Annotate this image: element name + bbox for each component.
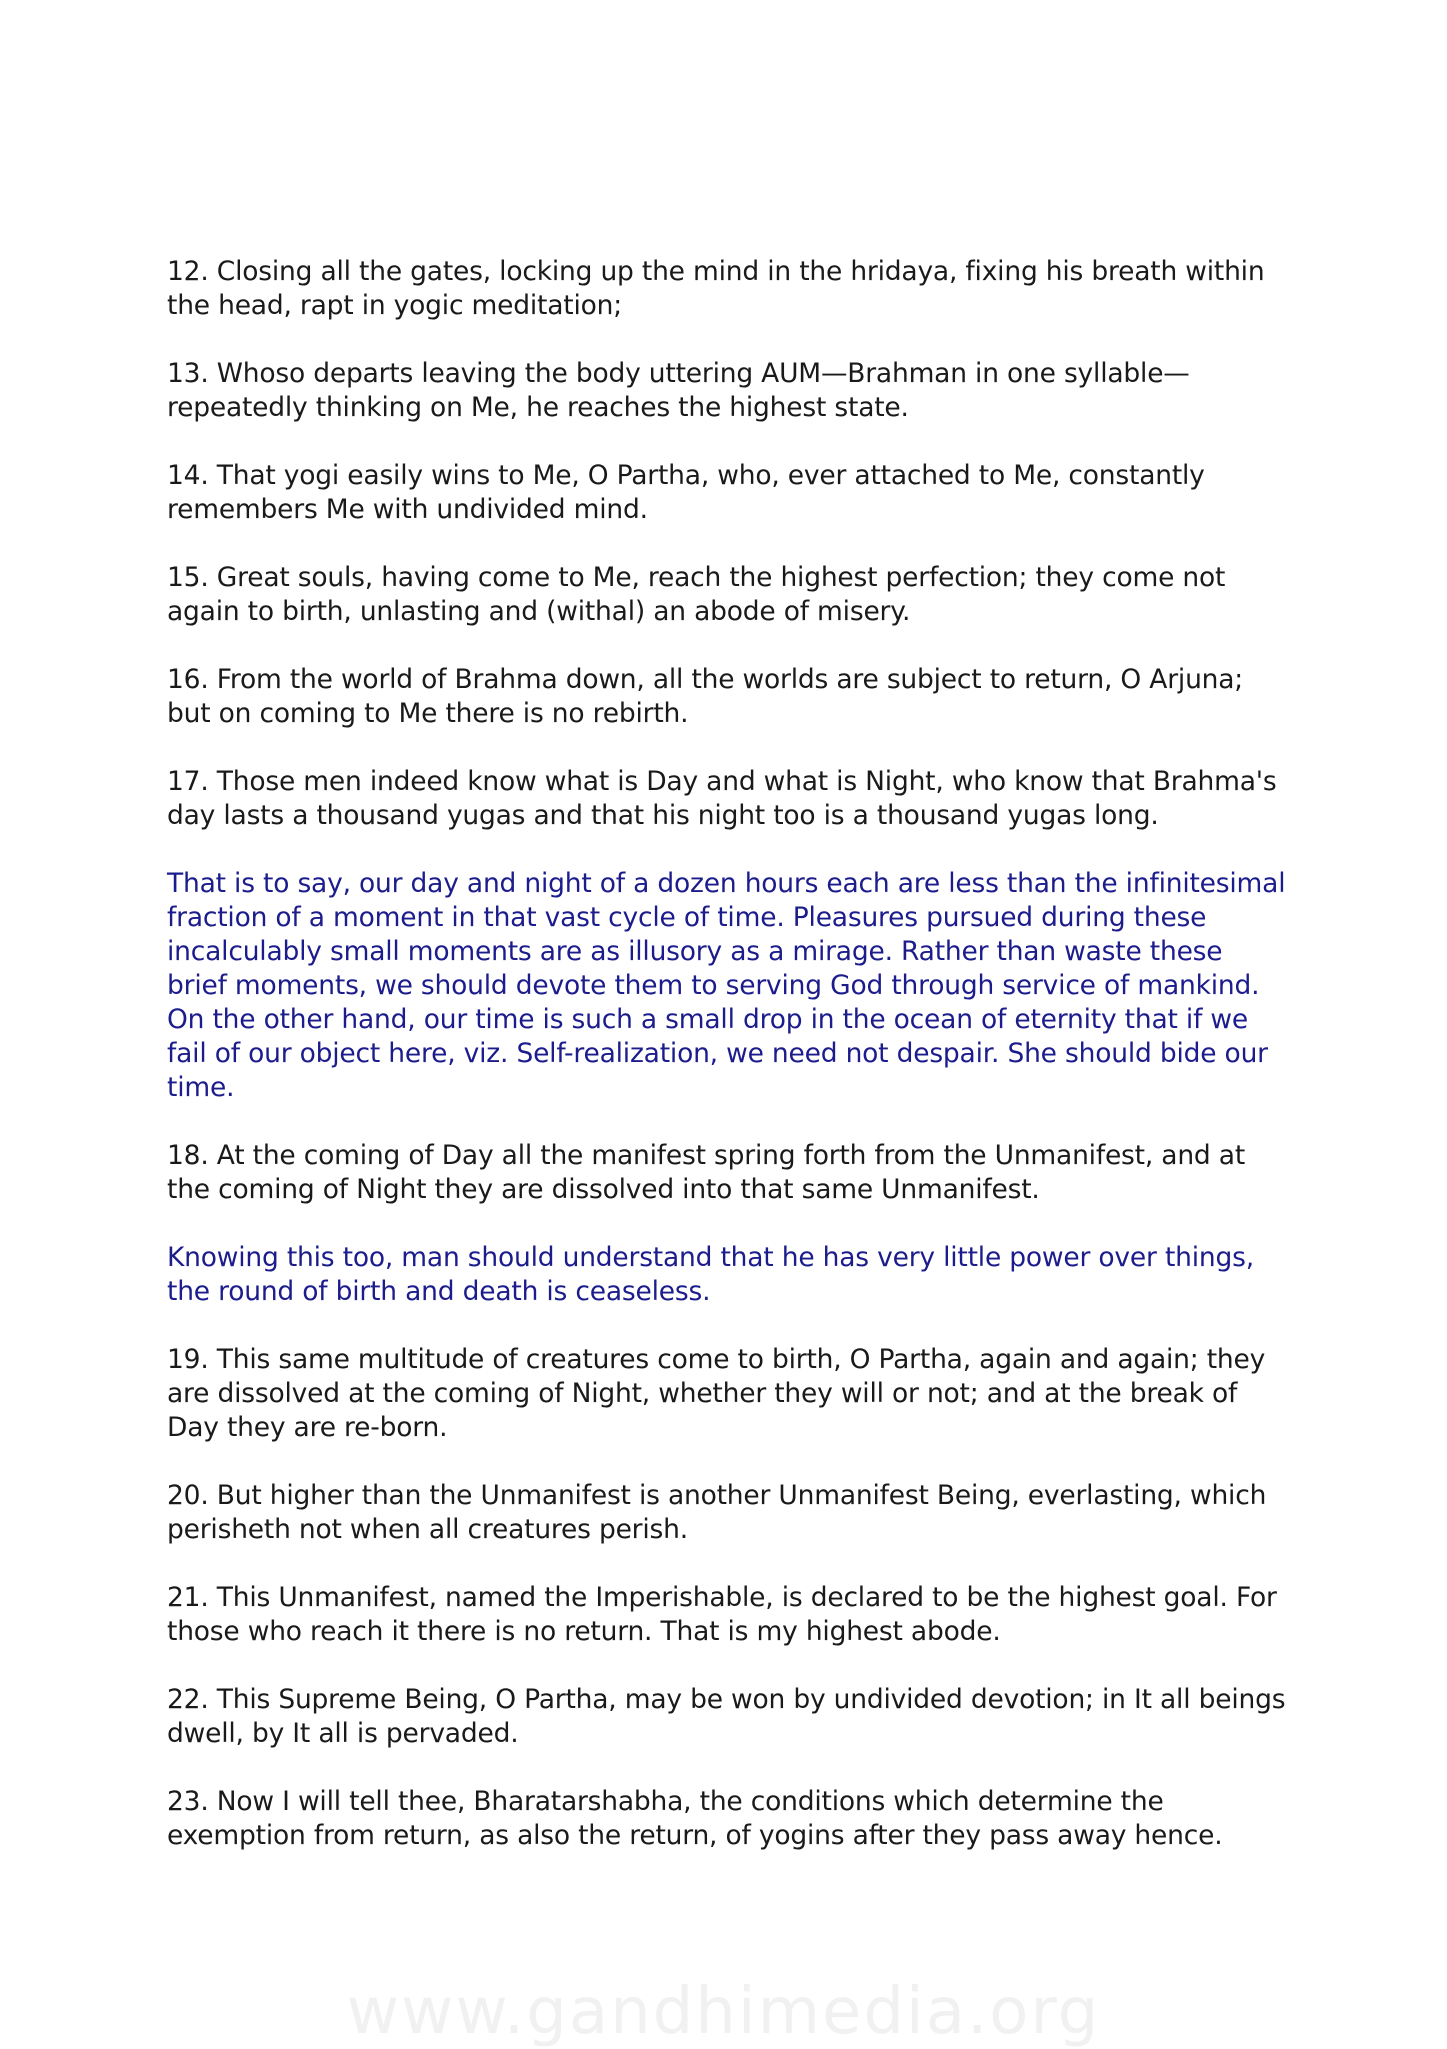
verse-18: 18. At the coming of Day all the manifest spring forth from the Unmanifest, and at the coming of Night they are dissolved into that same Unmanifest.	[167, 1140, 1246, 1205]
verse-19: 19. This same multitude of creatures come to birth, O Partha, again and again; they are dissolved at the coming of Night, whether they will or not; and at the break of Day they are re-born.	[167, 1344, 1266, 1443]
text-body	[167, 255, 1287, 1887]
verse-23: 23. Now I will tell thee, Bharatarshabha, the conditions which determine the exemption from return, as also the return, of yogins after they pass away hence.	[167, 1786, 1223, 1851]
verse-13: 13. Whoso departs leaving the body uttering AUM—Brahman in one syllable—repeatedly thinking on Me, he reaches the highest state.	[167, 358, 1190, 423]
verse-16: 16. From the world of Brahma down, all the worlds are subject to return, O Arjuna; but on coming to Me there is no rebirth.	[167, 664, 1244, 729]
verse-22: 22. This Supreme Being, O Partha, may be won by undivided devotion; in It all beings dwell, by It all is pervaded.	[167, 1684, 1286, 1749]
verse-20: 20. But higher than the Unmanifest is another Unmanifest Being, everlasting, which perisheth not when all creatures perish.	[167, 1480, 1267, 1545]
verse-17: 17. Those men indeed know what is Day and what is Night, who know that Brahma's day lasts a thousand yugas and that his night too is a thousand yugas long.	[167, 766, 1277, 831]
verse-14: 14. That yogi easily wins to Me, O Partha, who, ever attached to Me, constantly remembers Me with undivided mind.	[167, 460, 1205, 525]
verse-15: 15. Great souls, having come to Me, reach the highest perfection; they come not again to birth, unlasting and (withal) an abode of misery.	[167, 562, 1226, 627]
commentary-17: That is to say, our day and night of a dozen hours each are less than the infinitesimal fraction of a moment in that vast cycle of time. Pleasures pursued during these incalculably small moments are as illusory as a mirage. Rather than waste these brief moments, we should devote them to serving God through service of mankind. On the other hand, our time is such a small drop in the ocean of eternity that if we fail of our object here, viz. Self-realization, we need not despair. She should bide our time.	[167, 868, 1286, 1103]
verse-12: 12. Closing all the gates, locking up the mind in the hridaya, fixing his breath within the head, rapt in yogic meditation;	[167, 256, 1265, 321]
watermark: www.gandhimedia.org	[346, 1975, 1101, 2049]
commentary-18: Knowing this too, man should understand that he has very little power over things, the round of birth and death is ceaseless.	[167, 1242, 1254, 1307]
verse-21: 21. This Unmanifest, named the Imperishable, is declared to be the highest goal. For those who reach it there is no return. That is my highest abode.	[167, 1582, 1277, 1647]
